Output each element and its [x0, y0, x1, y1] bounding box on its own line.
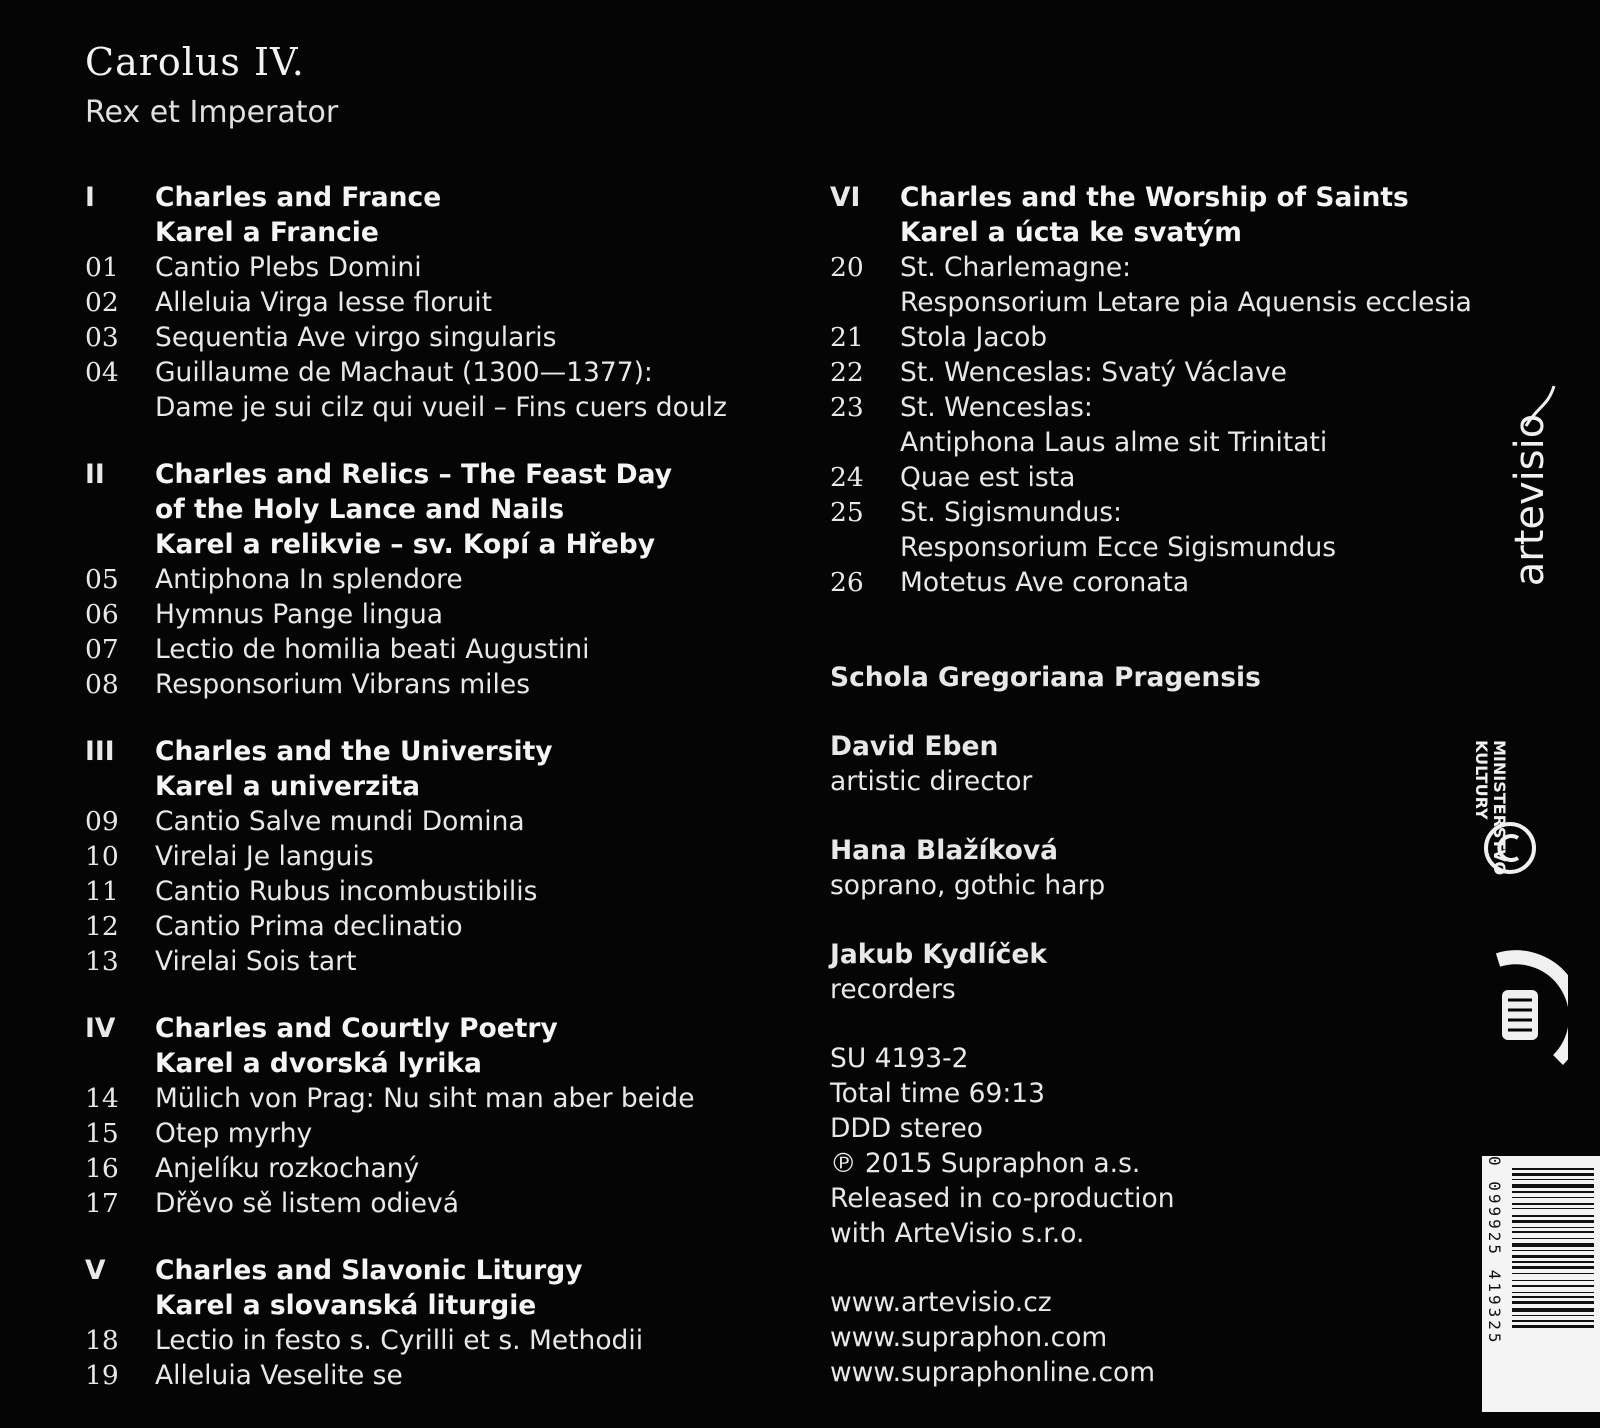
- track-row: [85, 597, 785, 632]
- section-heading-row: [830, 180, 1470, 215]
- barcode-bar: [1512, 1325, 1594, 1328]
- release-info-line: SU 4193-2: [830, 1043, 969, 1074]
- track-number: 08: [85, 669, 119, 700]
- barcode-bar: [1512, 1173, 1594, 1176]
- track-row: [85, 1186, 785, 1221]
- section-heading-row: [85, 215, 785, 250]
- track-number: 13: [85, 946, 119, 977]
- section-heading: Karel a úcta ke svatým: [900, 217, 1242, 248]
- barcode-bar: [1512, 1168, 1594, 1170]
- website-links-block: [830, 1285, 1261, 1390]
- track-row: [85, 355, 785, 390]
- track-title: Quae est ista: [900, 462, 1076, 493]
- release-info-line: ℗ 2015 Supraphon a.s.: [830, 1148, 1141, 1179]
- section-roman-numeral: V: [85, 1255, 106, 1286]
- track-number: 07: [85, 634, 119, 665]
- barcode-bar: [1512, 1231, 1594, 1233]
- tracklist-section: [85, 734, 785, 979]
- track-title: Guillaume de Machaut (1300—1377):: [155, 357, 653, 388]
- track-number: 10: [85, 841, 119, 872]
- ensemble-name: Schola Gregoriana Pragensis: [830, 662, 1261, 693]
- track-number: 03: [85, 322, 119, 353]
- barcode-bar: [1512, 1292, 1594, 1293]
- website-link[interactable]: www.artevisio.cz: [830, 1287, 1052, 1318]
- barcode-bar: [1512, 1255, 1594, 1258]
- section-heading-row: [85, 1046, 785, 1081]
- artevisio-swash-icon: [1518, 376, 1578, 436]
- track-number: 22: [830, 357, 864, 388]
- tracklist-left-column: [85, 180, 785, 1425]
- track-number: 21: [830, 322, 864, 353]
- barcode-bar: [1512, 1315, 1594, 1316]
- barcode-bar: [1512, 1203, 1594, 1205]
- track-number: 06: [85, 599, 119, 630]
- track-row: [85, 804, 785, 839]
- track-row: [830, 565, 1470, 600]
- track-number: 19: [85, 1360, 119, 1391]
- section-roman-numeral: III: [85, 736, 115, 767]
- website-link[interactable]: www.supraphonline.com: [830, 1357, 1156, 1388]
- section-roman-numeral: VI: [830, 182, 861, 213]
- track-number: 17: [85, 1188, 119, 1219]
- barcode-bar: [1512, 1261, 1594, 1263]
- tracklist-right-column: [830, 180, 1470, 632]
- track-row: [830, 425, 1470, 460]
- track-row: [830, 320, 1470, 355]
- track-title: St. Wenceslas: Svatý Václave: [900, 357, 1287, 388]
- barcode-bar: [1512, 1215, 1594, 1217]
- barcode-bar: [1512, 1220, 1594, 1223]
- release-info-line: DDD stereo: [830, 1113, 983, 1144]
- section-roman-numeral: [830, 215, 900, 250]
- ministry-of-culture-logo: [1472, 680, 1550, 880]
- track-title: Alleluia Veselite se: [155, 1360, 403, 1391]
- barcode-bar: [1512, 1266, 1594, 1269]
- track-number: 15: [85, 1118, 119, 1149]
- barcode-bar: [1512, 1227, 1594, 1228]
- track-title: Cantio Plebs Domini: [155, 252, 422, 283]
- performer-block: [830, 729, 1261, 799]
- track-title: Responsorium Ecce Sigismundus: [900, 532, 1337, 563]
- tracklist-section: [830, 180, 1470, 600]
- release-info-line: with ArteVisio s.r.o.: [830, 1218, 1085, 1249]
- performer-name: Hana Blažíková: [830, 835, 1058, 866]
- track-number: 05: [85, 564, 119, 595]
- credits-block: [830, 660, 1261, 1424]
- section-roman-numeral: [85, 492, 155, 527]
- section-heading: of the Holy Lance and Nails: [155, 494, 565, 525]
- track-number: 23: [830, 392, 864, 423]
- track-row: [85, 632, 785, 667]
- barcode-bar: [1512, 1208, 1594, 1209]
- track-row: [85, 667, 785, 702]
- track-row: [830, 355, 1470, 390]
- track-row: [830, 250, 1470, 285]
- track-title: Cantio Prima declinatio: [155, 911, 463, 942]
- track-title: Otep myrhy: [155, 1118, 313, 1149]
- section-heading-row: [85, 1253, 785, 1288]
- section-heading-row: [830, 215, 1470, 250]
- section-heading: Charles and Relics – The Feast Day: [155, 459, 673, 490]
- section-heading: Charles and Slavonic Liturgy: [155, 1255, 583, 1286]
- performer-block: [830, 937, 1261, 1007]
- supraphon-logo: [1478, 950, 1568, 1080]
- track-title: St. Wenceslas:: [900, 392, 1093, 423]
- barcode-bar: [1512, 1273, 1594, 1274]
- track-row: [830, 530, 1470, 565]
- section-heading-row: [85, 457, 785, 492]
- section-heading: Charles and the University: [155, 736, 553, 767]
- section-heading-row: [85, 1011, 785, 1046]
- section-heading-row: [85, 492, 785, 527]
- track-title: Dame je sui cilz qui vueil – Fins cuers doulz: [155, 392, 727, 423]
- barcode-bar: [1512, 1250, 1594, 1251]
- section-roman-numeral: I: [85, 182, 95, 213]
- section-heading-row: [85, 180, 785, 215]
- track-title: Responsorium Vibrans miles: [155, 669, 531, 700]
- performer-role: artistic director: [830, 766, 1033, 797]
- track-number: 14: [85, 1083, 119, 1114]
- website-link[interactable]: www.supraphon.com: [830, 1322, 1108, 1353]
- barcode-bar: [1512, 1301, 1594, 1304]
- section-heading: Karel a slovanská liturgie: [155, 1290, 537, 1321]
- track-number: 04: [85, 357, 119, 388]
- tracklist-section: [85, 1011, 785, 1221]
- release-info-line: Total time 69:13: [830, 1078, 1045, 1109]
- barcode-bar: [1512, 1280, 1594, 1281]
- performer-role: recorders: [830, 974, 956, 1005]
- section-roman-numeral: II: [85, 459, 105, 490]
- track-row: [85, 1323, 785, 1358]
- album-subtitle: Rex et Imperator: [85, 95, 339, 130]
- track-title: Sequentia Ave virgo singularis: [155, 322, 557, 353]
- barcode-bar: [1512, 1179, 1594, 1180]
- track-number: [85, 390, 155, 425]
- track-row: [85, 562, 785, 597]
- supraphon-emblem-icon: [1478, 950, 1568, 1080]
- track-title: Dřěvo sě listem odievá: [155, 1188, 459, 1219]
- track-title: St. Charlemagne:: [900, 252, 1132, 283]
- performer-name: Jakub Kydlíček: [830, 939, 1047, 970]
- ensemble-block: [830, 660, 1261, 695]
- track-title: Lectio de homilia beati Augustini: [155, 634, 590, 665]
- track-title: Virelai Je languis: [155, 841, 374, 872]
- track-number: 11: [85, 876, 119, 907]
- track-title: Stola Jacob: [900, 322, 1048, 353]
- barcode-bar: [1512, 1191, 1594, 1193]
- track-title: Hymnus Pange lingua: [155, 599, 443, 630]
- track-title: Responsorium Letare pia Aquensis ecclesia: [900, 287, 1472, 318]
- barcode-bar: [1512, 1238, 1594, 1239]
- section-heading: Charles and Courtly Poetry: [155, 1013, 558, 1044]
- barcode-digits-wrap: [1484, 1156, 1506, 1412]
- track-row: [85, 390, 785, 425]
- barcode-bar: [1512, 1285, 1594, 1287]
- release-info-block: [830, 1041, 1261, 1251]
- track-title: Mülich von Prag: Nu siht man aber beide: [155, 1083, 695, 1114]
- track-number: [830, 425, 900, 460]
- track-title: St. Sigismundus:: [900, 497, 1122, 528]
- track-number: 09: [85, 806, 119, 837]
- barcode-bar: [1512, 1320, 1594, 1322]
- barcode-bar: [1512, 1184, 1594, 1188]
- section-roman-numeral: [85, 1288, 155, 1323]
- track-number: [830, 285, 900, 320]
- section-roman-numeral: IV: [85, 1013, 116, 1044]
- track-number: 16: [85, 1153, 119, 1184]
- section-heading: Karel a relikvie – sv. Kopí a Hřeby: [155, 529, 656, 560]
- track-number: 01: [85, 252, 119, 283]
- track-row: [85, 839, 785, 874]
- track-row: [85, 1116, 785, 1151]
- section-roman-numeral: [85, 215, 155, 250]
- section-heading: Karel a dvorská lyrika: [155, 1048, 482, 1079]
- barcode-digits: 0 099925 419325: [1485, 1156, 1504, 1346]
- track-row: [830, 495, 1470, 530]
- tracklist-section: [85, 457, 785, 702]
- track-title: Motetus Ave coronata: [900, 567, 1190, 598]
- track-row: [85, 1151, 785, 1186]
- section-heading-row: [85, 527, 785, 562]
- track-number: 18: [85, 1325, 119, 1356]
- section-heading: Karel a Francie: [155, 217, 379, 248]
- tracklist-section: [85, 1253, 785, 1393]
- track-number: 25: [830, 497, 864, 528]
- section-heading-row: [85, 1288, 785, 1323]
- track-number: 24: [830, 462, 864, 493]
- section-heading-row: [85, 734, 785, 769]
- tracklist-section: [85, 180, 785, 425]
- section-heading: Charles and the Worship of Saints: [900, 182, 1409, 213]
- release-info-line: Released in co-production: [830, 1183, 1175, 1214]
- ministry-wordmark: MINISTERSTVO KULTURY: [1472, 740, 1509, 876]
- section-heading-row: [85, 769, 785, 804]
- track-title: Anjelíku rozkochaný: [155, 1153, 420, 1184]
- track-row: [85, 1358, 785, 1393]
- artevisio-logo: [1500, 380, 1560, 620]
- track-title: Antiphona In splendore: [155, 564, 463, 595]
- artevisio-wordmark: artevisio: [1507, 413, 1553, 587]
- track-title: Lectio in festo s. Cyrilli et s. Methodii: [155, 1325, 644, 1356]
- track-row: [85, 285, 785, 320]
- track-title: Virelai Sois tart: [155, 946, 357, 977]
- barcode-bar: [1512, 1296, 1594, 1298]
- section-heading: Charles and France: [155, 182, 442, 213]
- performer-role: soprano, gothic harp: [830, 870, 1106, 901]
- track-number: [830, 530, 900, 565]
- track-row: [830, 460, 1470, 495]
- track-row: [85, 909, 785, 944]
- track-row: [85, 944, 785, 979]
- track-row: [830, 390, 1470, 425]
- performer-name: David Eben: [830, 731, 999, 762]
- barcode-bar: [1512, 1308, 1594, 1312]
- track-number: 20: [830, 252, 864, 283]
- track-row: [85, 1081, 785, 1116]
- barcode: [1482, 1156, 1600, 1412]
- track-row: [85, 874, 785, 909]
- track-row: [85, 250, 785, 285]
- track-title: Antiphona Laus alme sit Trinitati: [900, 427, 1328, 458]
- album-title: Carolus IV.: [85, 40, 305, 84]
- ministry-emblem-icon: [1482, 820, 1538, 876]
- section-heading: Karel a univerzita: [155, 771, 421, 802]
- track-row: [830, 285, 1470, 320]
- track-title: Cantio Salve mundi Domina: [155, 806, 525, 837]
- section-roman-numeral: [85, 527, 155, 562]
- track-number: 02: [85, 287, 119, 318]
- track-number: 12: [85, 911, 119, 942]
- section-roman-numeral: [85, 1046, 155, 1081]
- track-number: 26: [830, 567, 864, 598]
- track-title: Alleluia Virga Iesse floruit: [155, 287, 492, 318]
- performer-block: [830, 833, 1261, 903]
- track-row: [85, 320, 785, 355]
- section-roman-numeral: [85, 769, 155, 804]
- barcode-bar: [1512, 1243, 1594, 1247]
- barcode-bar: [1512, 1197, 1594, 1198]
- track-title: Cantio Rubus incombustibilis: [155, 876, 538, 907]
